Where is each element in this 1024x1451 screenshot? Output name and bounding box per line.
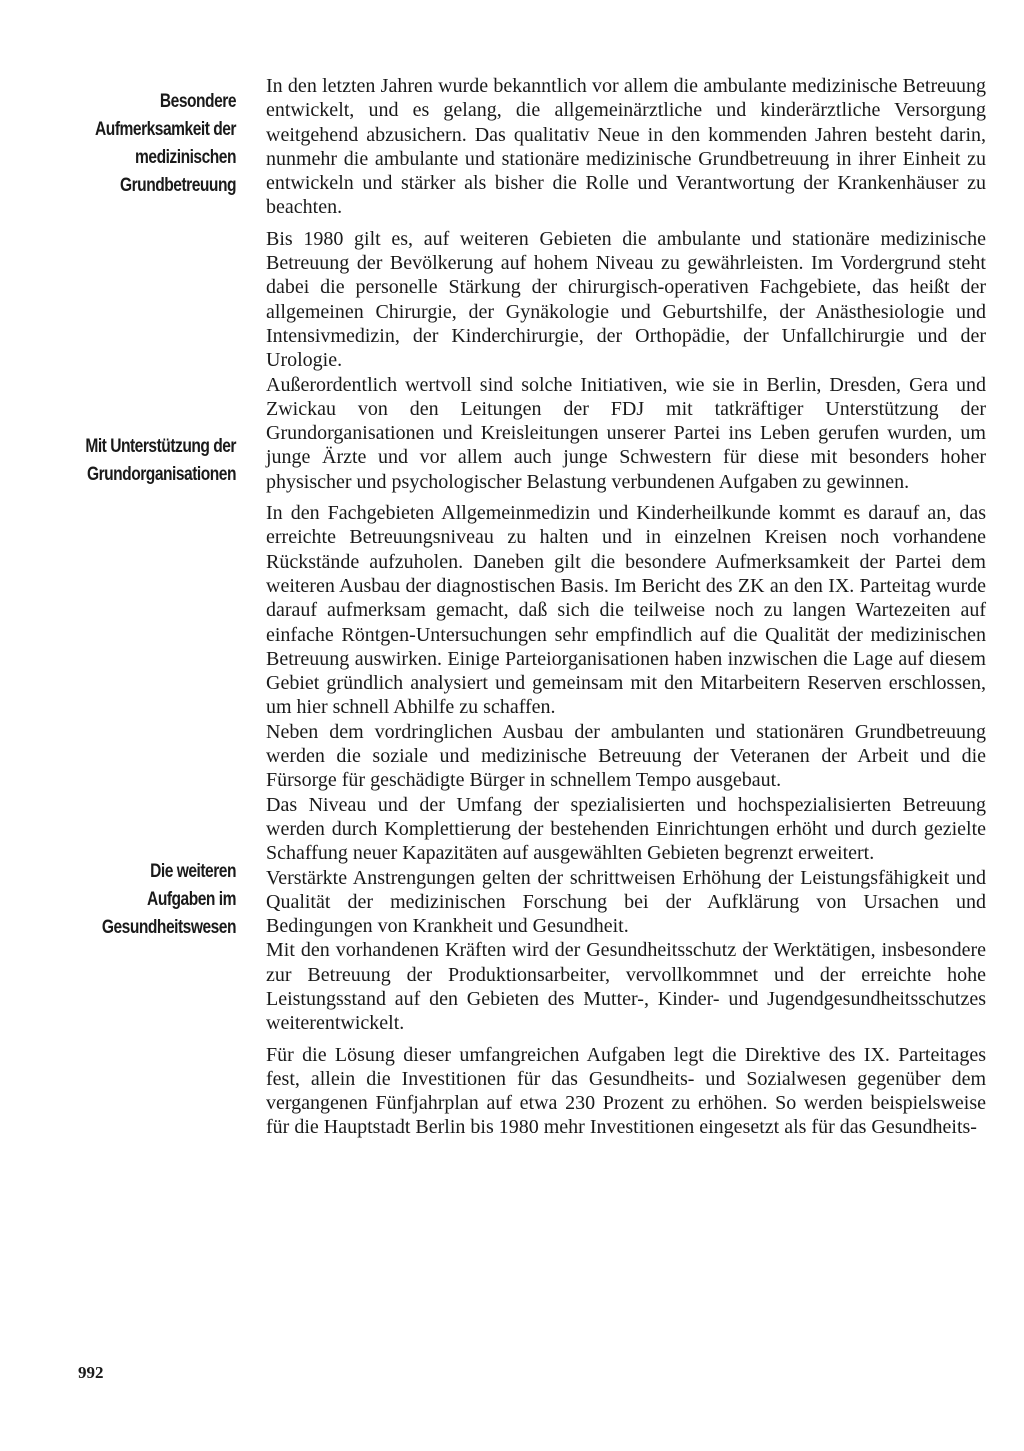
paragraph: Mit den vorhandenen Kräften wird der Gesundheitsschutz der Werktätigen, insbesondere zur Betreuung der Produktionsarbeiter, vervollkommnet und der erreichte hohe Leistungsstand auf den Gebieten des Mutter-, Kinder- und Jugendgesundheitsschutzes weiterentwickelt. <box>266 939 986 1035</box>
sidenote-line: Grundorganisationen <box>86 464 236 485</box>
sidenote-grundbetreuung <box>72 88 236 200</box>
sidenote-line: Gesundheitswesen <box>101 917 236 938</box>
page-number: 992 <box>78 1363 104 1382</box>
sidenote-line: medizinischen <box>135 147 236 168</box>
sidenote-line: Aufgaben im <box>147 889 236 910</box>
sidenote-line: Besondere <box>159 91 236 112</box>
paragraph: Bis 1980 gilt es, auf weiteren Gebieten die ambulante und stationäre medizinische Betreuung der Bevölkerung auf hohem Niveau zu gewährleisten. Im Vordergrund steht dabei die personelle Stärkung der chirurgisch-operativen Fachgebiete, das heißt der allgemeinen Chirurgie, der Gynäkologie und Geburtshilfe, der Anästhesiologie und Intensivmedizin, der Kinderchirurgie, der Orthopädie, der Unfallchirurgie und der Urologie. <box>266 227 986 372</box>
sidenote-grundorganisationen <box>72 433 236 489</box>
sidenote-line: Aufmerksamkeit der <box>95 119 236 140</box>
paragraph: Außerordentlich wertvoll sind solche Initiativen, wie sie in Berlin, Dresden, Gera und Zwickau von den Leitungen der FDJ mit tatkräftiger Unterstützung der Grundorganisationen und Kreisleitungen unserer Partei ins Leben gerufen wurden, um junge Ärzte und vor allem auch junge Schwestern für diese mit besonders hoher physischer und psychologischer Belastung verbundenen Aufgaben zu gewinnen. <box>266 373 986 493</box>
paragraph: Für die Lösung dieser umfangreichen Aufgaben legt die Direktive des IX. Parteitages fest, allein die Investitionen für das Gesundheits- und Sozialwesen gegenüber dem vergangenen Fünfjahrplan auf etwa 230 Prozent zu erhöhen. So werden beispielsweise für die Hauptstadt Berlin bis 1980 mehr Investitionen eingesetzt als für das Gesundheits- <box>266 1043 986 1139</box>
paragraph: In den letzten Jahren wurde bekanntlich vor allem die ambulante medizinische Betreuung entwickelt, und es gelang, die allgemeinärztliche und kinderärztliche Versorgung weitgehend abzusichern. Das qualitativ Neue in den kommenden Jahren besteht darin, nunmehr die ambulante und stationäre medizinische Grundbetreuung in ihrer Einheit zu entwickeln und stärker als bisher die Rolle und Verantwortung der Krankenhäuser zu beachten. <box>266 75 986 219</box>
sidenote-line: Mit Unterstützung der <box>85 436 237 457</box>
sidenote-line: Die weiteren <box>150 861 236 882</box>
paragraph: Verstärkte Anstrengungen gelten der schrittweisen Erhöhung der Leistungsfähigkeit und Qualität der medizinischen Forschung bei der Aufklärung von Ursachen und Bedingungen von Krankheit und Gesundheit. <box>266 866 986 938</box>
sidenote-gesundheitswesen <box>72 858 236 942</box>
paragraph: In den Fachgebieten Allgemeinmedizin und Kinderheilkunde kommt es darauf an, das erreichte Betreuungsniveau zu halten und in einzelnen Kreisen noch vorhandene Rückstände aufzuholen. Daneben gilt die besondere Aufmerksamkeit der Partei dem weiteren Ausbau der diagnostischen Basis. Im Bericht des ZK an den IX. Parteitag wurde darauf aufmerksam gemacht, daß sich die teilweise noch zu langen Wartezeiten auf einfache Röntgen-Untersuchungen sehr empfindlich auf die Qualität der medizinischen Betreuung auswirken. Einige Parteiorganisationen haben inzwischen die Lage auf diesem Gebiet gründlich analysiert und gemeinsam mit den Mitarbeitern Reserven erschlossen, um hier schnell Abhilfe zu schaffen. <box>266 502 986 719</box>
paragraph: Das Niveau und der Umfang der spezialisierten und hochspezialisierten Betreuung werden durch Komplettierung der bestehenden Einrichtungen erhöht und durch gezielte Schaffung neuer Kapazitäten auf ausgewählten Gebieten begrenzt erweitert. <box>266 793 986 865</box>
body-text <box>266 74 986 1140</box>
paragraph: Neben dem vordringlichen Ausbau der ambulanten und stationären Grundbetreuung werden die soziale und medizinische Betreuung der Veteranen der Arbeit und die Fürsorge für geschädigte Bürger in schnellem Tempo ausgebaut. <box>266 720 986 792</box>
sidenote-line: Grundbetreuung <box>119 175 236 196</box>
